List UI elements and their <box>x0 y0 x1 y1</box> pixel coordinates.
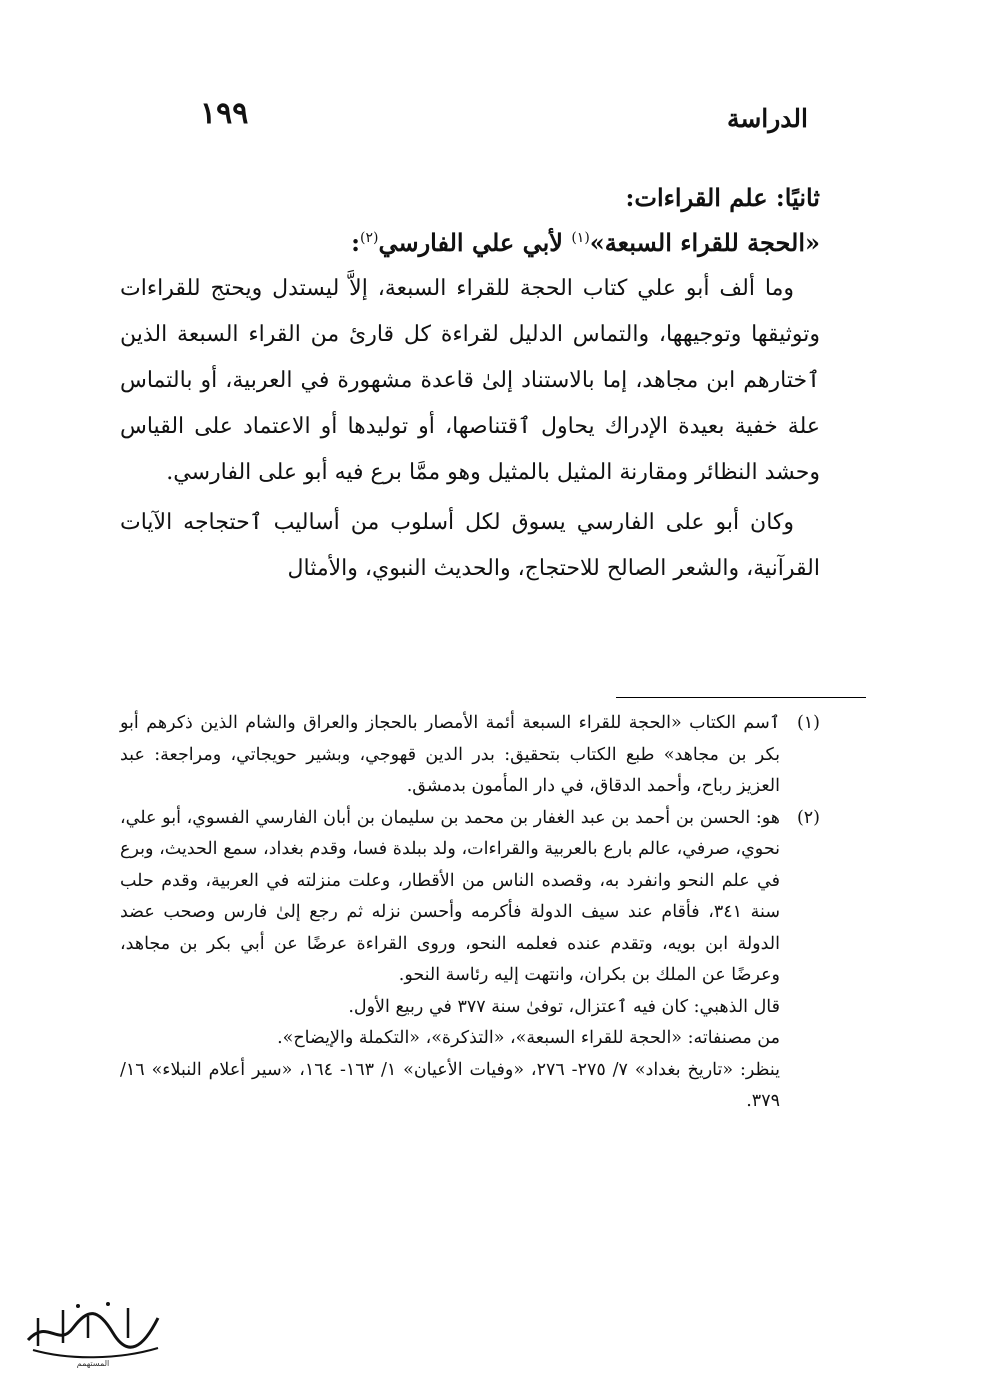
footnote-2 <box>120 803 820 992</box>
footnote-ref-2[interactable]: (٢) <box>359 230 379 246</box>
footnote-number: (١) <box>796 713 820 733</box>
book-title: «الحجة للقراء السبعة» <box>589 228 820 257</box>
paragraph-1: وما ألف أبو علي كتاب الحجة للقراء السبعة، إلاَّ ليستدل ويحتج للقراءات وتوثيقها وتوجيهها، والتماس الدليل لقراءة كل قارئ من القراء السبعة الذين ٱختارهم ابن مجاهد، إما بالاستناد إلىٰ قاعدة مشهورة في العربية، أو بالتماس علة خفية بعيدة الإدراك يحاول ٱقتناصها، أو توليدها أو الاعتماد على القياس وحشد النظائر ومقارنة المثيل بالمثيل وهو ممَّا برع فيه أبو على الفارسي. <box>120 276 820 485</box>
calligraphy-logo-icon <box>18 1288 168 1368</box>
heading-colon: : <box>351 228 360 257</box>
footnote-divider <box>616 697 866 698</box>
footnote-number: (٢) <box>796 807 820 828</box>
paragraph-2: وكان أبو على الفارسي يسوق لكل أسلوب من أساليب ٱحتجاجه الآيات القرآنية، والشعر الصالح للاحتجاج، والحديث النبوي، والأمثال <box>120 510 820 581</box>
footnotes <box>120 708 820 1118</box>
footnote-2-death: قال الذهبي: كان فيه ٱعتزال، توفىٰ سنة ٣٧٧ في ربيع الأول. <box>348 996 780 1017</box>
logo-text: المستهمم <box>76 1359 110 1368</box>
footnote-text: هو: الحسن بن أحمد بن عبد الغفار بن محمد بن سليمان بن أبان الفارسي الفسوي، أبو علي، نحوي، صرفي، عالم بارع بالعربية والقراءات، ولد ببلدة فسا، وقدم بغداد، سمع الحديث، وبرع في علم النحو وانفرد به، وقصده الناس من الأقطار، وعلت منزلته في العربية، وقدم حلب سنة ٣٤١، فأقام عند سيف الدولة فأكرمه وأحسن نزله ثم رجع إلىٰ فارس وصحب عضد الدولة ابن بويه، وتقدم عنده فعلمه النحو، وروى القراءة عرضًا عن أبي بكر بن مجاهد، وعرضًا عن الملك بن بكران، وانتهت إليه رئاسة النحو. <box>120 807 781 985</box>
book-author: لأبي علي الفارسي <box>378 228 563 257</box>
book-heading <box>120 220 820 266</box>
section-heading: ثانيًا: علم القراءات: <box>625 183 820 212</box>
footnote-2-sources: ينظر: «تاريخ بغداد» ٧/ ٢٧٥- ٢٧٦، «وفيات الأعيان» ١/ ١٦٣- ١٦٤، «سير أعلام النبلاء» ١٦/ ٣٧٩. <box>120 1059 781 1111</box>
footnote-ref-1[interactable]: (١) <box>571 230 590 246</box>
footnote-1 <box>120 708 820 803</box>
page-number: ١٩٩ <box>200 96 249 131</box>
main-text <box>120 180 820 592</box>
running-header: الدراسة <box>726 104 808 133</box>
footnote-text: ٱسم الكتاب «الحجة للقراء السبعة أئمة الأمصار بالحجاز والعراق والشام الذين ذكرهم أبو بكر بن مجاهد» طبع الكتاب بتحقيق: بدر الدين قهوجي، وبشير حويجاتي، ومراجعة: عبد العزيز رباح، وأحمد الدقاق، في دار المأمون بدمشق. <box>120 713 780 796</box>
footnote-2-works: من مصنفاته: «الحجة للقراء السبعة»، «التذكرة»، «التكملة والإيضاح». <box>277 1028 780 1048</box>
